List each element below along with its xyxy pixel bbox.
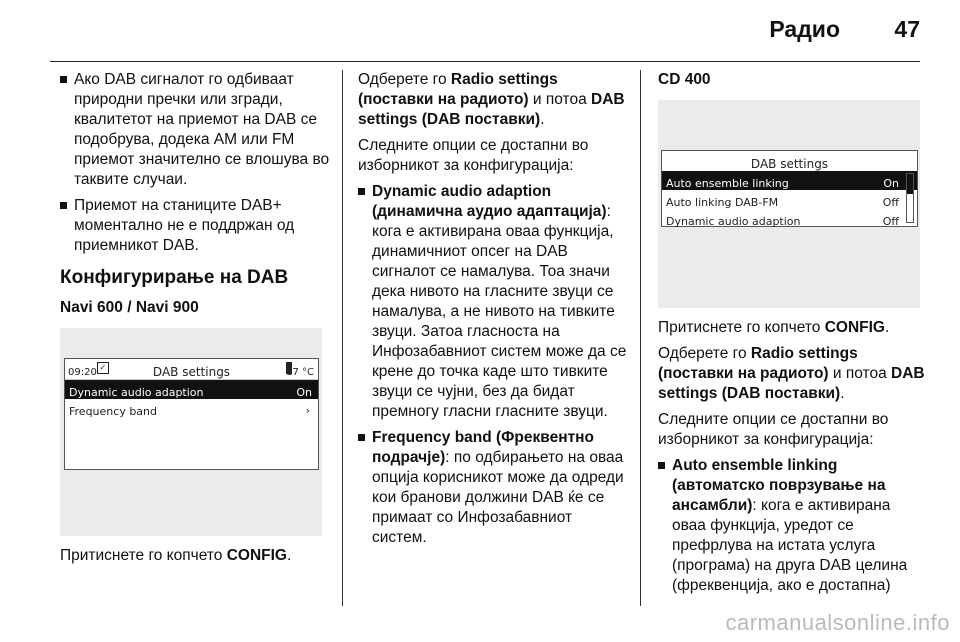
menu-row (662, 190, 917, 209)
bullet-item: Приемот на станиците DAB+ моментално не е поддржан од приемникот DAB. (60, 196, 330, 256)
column-divider (342, 70, 343, 606)
instruction-punct: . (540, 111, 545, 128)
column-divider (640, 70, 641, 606)
chevron-right-icon: › (305, 404, 310, 417)
menu-row-label: Auto linking DAB-FM (666, 196, 779, 209)
page-header (0, 0, 960, 60)
instruction-text: и потоа (528, 91, 592, 108)
dab-settings-label: DAB settings (DAB поставки) (358, 91, 625, 128)
display-title: DAB settings (152, 365, 231, 379)
menu-row-value: On (296, 386, 312, 399)
instruction-text: Одберете го (358, 71, 451, 88)
menu-row-label: Dynamic audio adaption (666, 215, 801, 228)
menu-row-label: Frequency band (69, 405, 157, 418)
column-1 (60, 70, 330, 572)
subheading: CD 400 (658, 71, 711, 88)
menu-row (662, 171, 917, 190)
display-time: 09:20 (68, 367, 97, 378)
instruction-text: и потоа (828, 365, 892, 382)
option-description: : кога е активирана оваа функција, уредот се префрлува на истата услуга (програма) на друга DAB целина (фреквенција, ако е достапна) (672, 497, 908, 594)
menu-row-value: Off (882, 215, 899, 228)
menu-row (65, 399, 318, 418)
scroll-thumb (907, 174, 913, 194)
menu-row-label: Dynamic audio adaption (69, 386, 204, 399)
menu-row (662, 209, 917, 228)
display-status-bar (662, 151, 917, 171)
header-rule (50, 61, 920, 62)
option-item (358, 428, 628, 548)
option-description: : кога е активирана оваа функција, динамичниот опсег на DAB сигналот се намалува. Тоа значи дека нивото на гласните звуци се намалува, а не нивото на тивките звуци. Затоа гласноста на Инфозабавниот систем може да се крене до точка каде што тивките звуци се чујни, без да бидат премногу гласни гласните звуци. (372, 203, 627, 420)
option-description: : по одбирањето на оваа опција корисникот може да одреди кои бранови должини DAB ќе се примаат со Инфозабавниот систем. (372, 449, 624, 546)
display-panel (661, 150, 918, 227)
config-key-label: CONFIG (824, 319, 885, 336)
subheading: Navi 600 / Navi 900 (60, 299, 199, 316)
page-number: 47 (894, 16, 920, 42)
instruction-punct: . (884, 319, 890, 336)
checkmark-icon: ✓ (97, 362, 109, 374)
column-3 (658, 70, 928, 604)
menu-row-value: On (883, 177, 899, 190)
column-2 (358, 70, 628, 556)
radio-settings-label: Radio settings (поставки на радиото) (658, 345, 858, 382)
dab-settings-label: DAB settings (DAB поставки) (658, 365, 925, 402)
instruction (658, 318, 928, 338)
menu-row-label: Auto ensemble linking (666, 177, 789, 190)
instruction-punct: . (286, 547, 292, 564)
navi-screen-image (60, 328, 322, 536)
options-intro: Следните опции се достапни во изборникот за конфигурација: (358, 137, 589, 174)
display-panel (64, 358, 319, 470)
display-status-bar (65, 359, 318, 380)
display-temperature: 17 °C (286, 367, 314, 378)
option-list (658, 456, 928, 596)
menu-row-value: Off (882, 196, 899, 209)
config-key-label: CONFIG (226, 547, 287, 564)
radio-settings-label: Radio settings (поставки на радиото) (358, 71, 558, 108)
instruction-text: Одберете го (658, 345, 751, 362)
option-list (358, 182, 628, 548)
bullet-item: Ако DAB сигналот го одбиваат природни пречки или згради, квалитетот на приемот на DAB се подобрува, додека AM или FM приемот значително се влошува во таквите случаи. (60, 70, 330, 190)
options-intro: Следните опции се достапни во изборникот за конфигурација: (658, 411, 889, 448)
watermark: carmanualsonline.info (725, 610, 950, 635)
option-item (658, 456, 928, 596)
instruction-punct: . (840, 385, 845, 402)
display-title: DAB settings (750, 157, 829, 171)
section-heading: Конфигурирање на DAB (60, 267, 289, 288)
bullet-list (60, 70, 330, 256)
header-title: Радио (769, 16, 840, 42)
option-term: Frequency band (Фреквентно подрачје) (372, 429, 594, 466)
display-scrollbar (906, 173, 914, 223)
instruction (60, 546, 330, 566)
option-item (358, 182, 628, 422)
menu-row (65, 380, 318, 399)
instruction-text: Притиснете го копчето (658, 319, 825, 336)
option-term: Dynamic audio adaption (динамична аудио адаптација) (372, 183, 607, 220)
cd400-screen-image (658, 100, 920, 308)
option-term: Auto ensemble linking (автоматско поврзување на ансамбли) (672, 457, 886, 514)
instruction (658, 344, 928, 404)
instruction (358, 70, 628, 130)
instruction-text: Притиснете го копчето (60, 547, 227, 564)
